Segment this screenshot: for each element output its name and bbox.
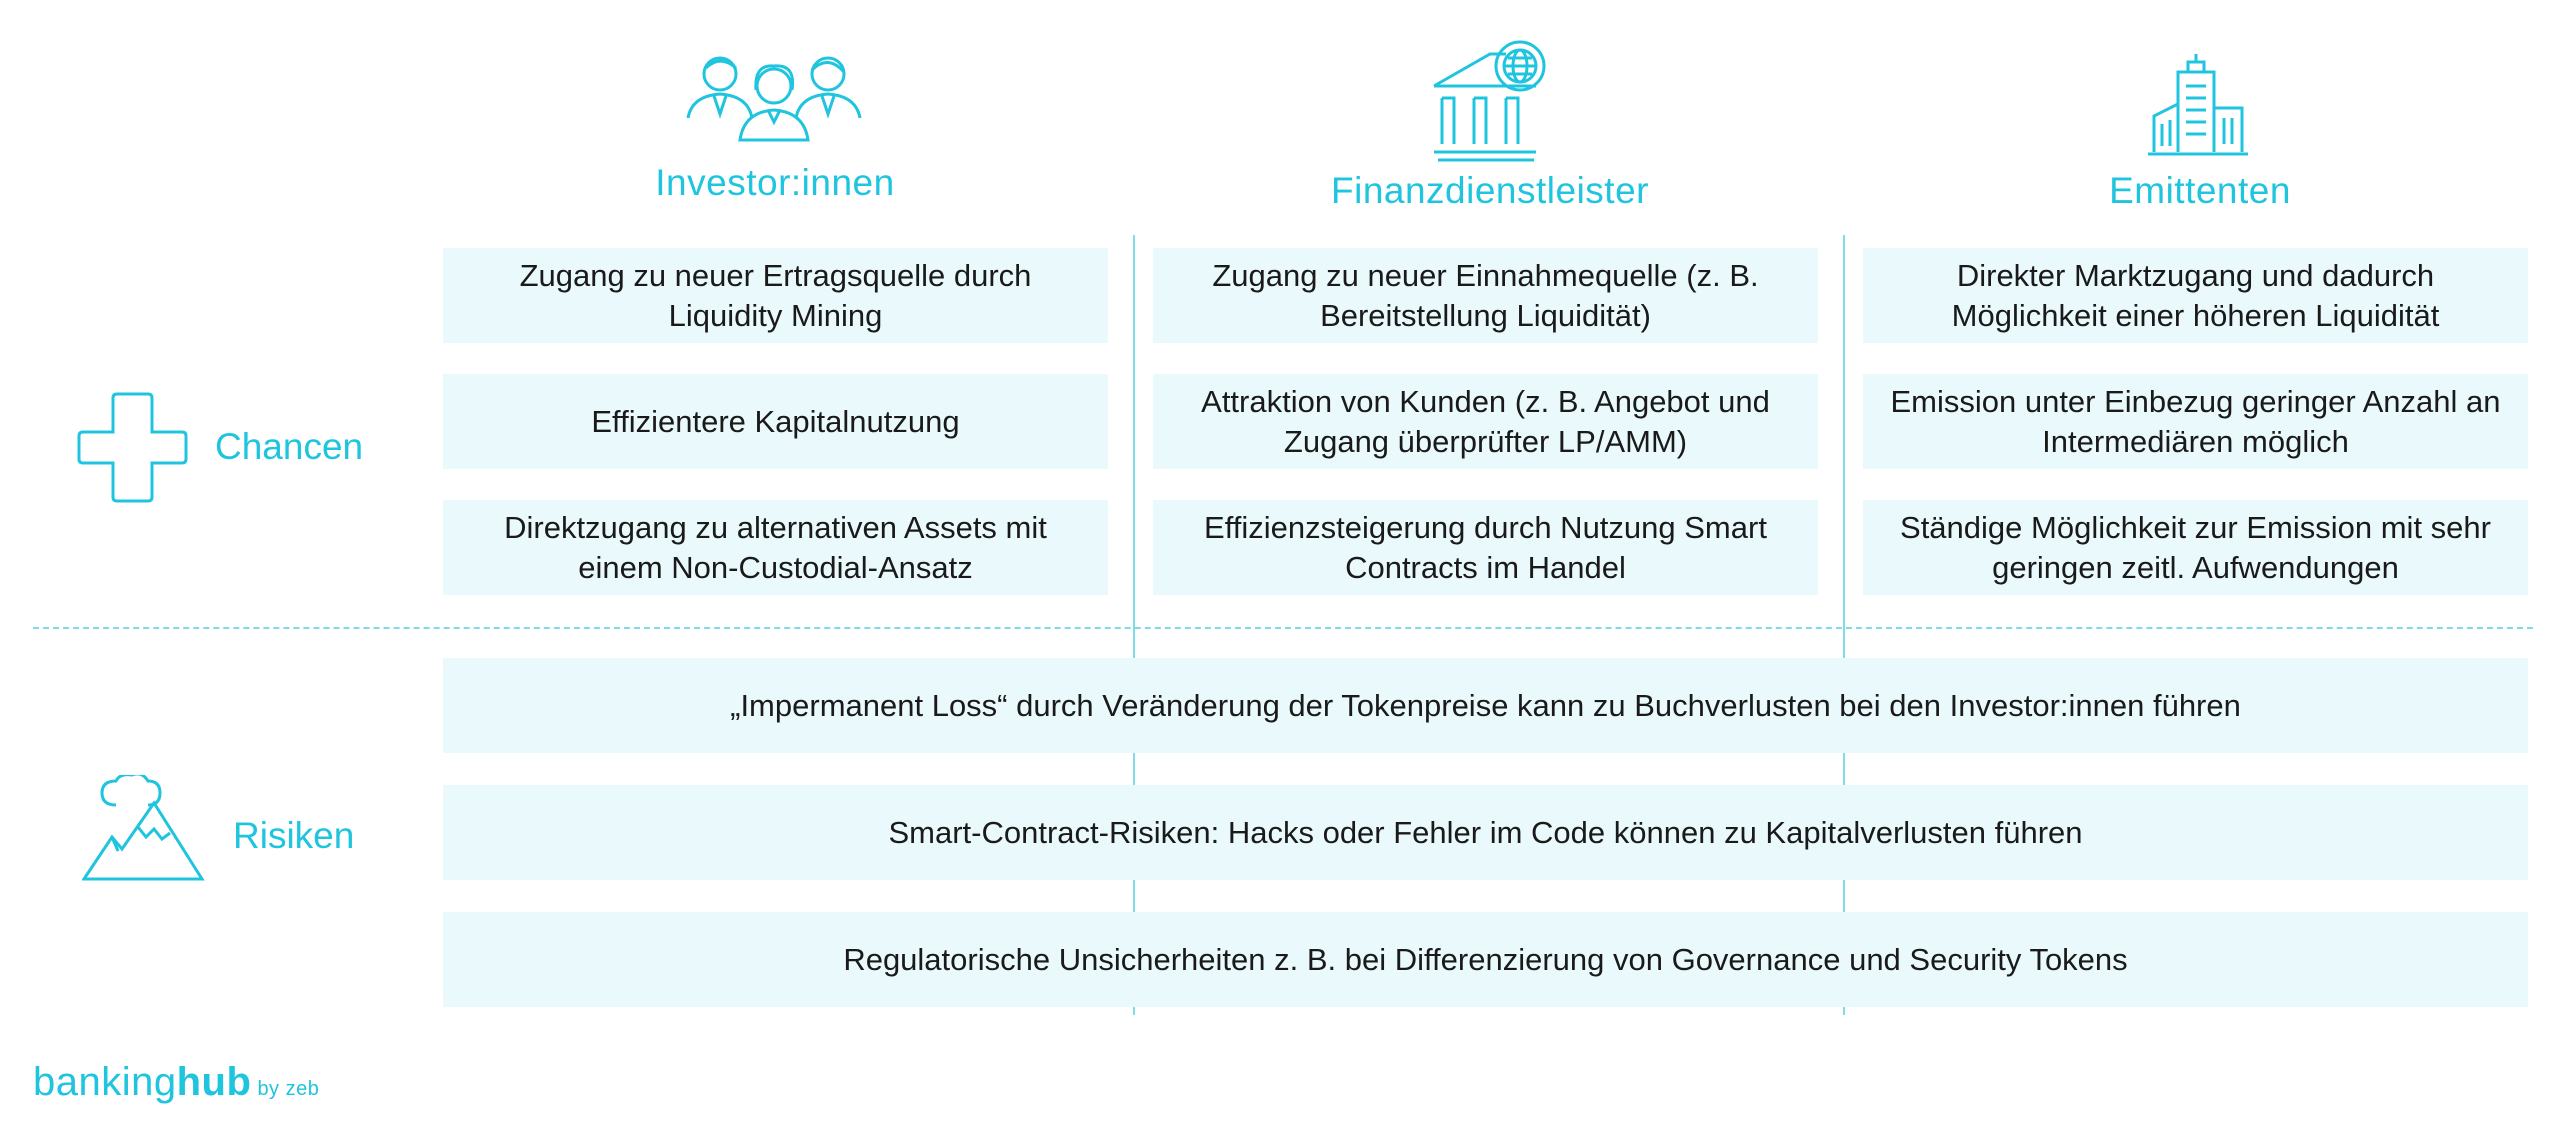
chance-box [1153,374,1818,469]
chance-text: Effizienzsteigerung durch Nutzung Smart Contracts im Handel [1204,509,1767,585]
chance-box [1863,248,2528,343]
risk-text: Regulatorische Unsicherheiten z. B. bei Differenzierung von Governance und Security Tokens [843,941,2128,977]
chance-box [1863,500,2528,595]
bankinghub-logo [33,1060,319,1105]
logo-by: by zeb [257,1078,320,1100]
plus-icon [75,390,190,505]
risk-box [443,658,2528,753]
chance-box [1863,374,2528,469]
column-divider-2 [1843,235,1845,1015]
logo-part1: banking [33,1060,177,1104]
chance-text: Effizientere Kapitalnutzung [591,403,960,439]
chance-text: Attraktion von Kunden (z. B. Angebot und Zugang überprüfter LP/AMM) [1201,383,1770,459]
risk-box [443,785,2528,880]
column-title-investors: Investor:innen [655,162,895,203]
risk-text: Smart-Contract-Risiken: Hacks oder Fehler im Code können zu Kapitalverlusten führen [888,814,2083,850]
row-label-chancen: Chancen [215,426,364,467]
column-divider-1 [1133,235,1135,1015]
chance-text: Direkter Marktzugang und dadurch Möglichkeit einer höheren Liquidität [1951,257,2440,333]
chance-box [443,248,1108,343]
chance-text: Zugang zu neuer Einnahmequelle (z. B. Bereitstellung Liquidität) [1212,257,1759,333]
logo-part2: hub [176,1060,252,1104]
chance-box [443,500,1108,595]
section-divider [33,627,2533,629]
column-title-finanzdienstleister: Finanzdienstleister [1331,170,1649,211]
risk-text: „Impermanent Loss“ durch Veränderung der Tokenpreise kann zu Buchverlusten bei den Investor:innen führen [730,687,2241,723]
chance-box [443,374,1108,469]
chance-text: Emission unter Einbezug geringer Anzahl an Intermediären möglich [1890,383,2501,459]
chance-text: Ständige Möglichkeit zur Emission mit sehr geringen zeitl. Aufwendungen [1900,509,2491,585]
buildings-icon [2148,52,2248,157]
chance-box [1153,248,1818,343]
investors-icon [684,46,864,146]
risk-box [443,912,2528,1007]
bank-icon [1430,38,1550,163]
chance-text: Zugang zu neuer Ertragsquelle durch Liquidity Mining [519,257,1032,333]
row-label-risiken: Risiken [233,815,355,856]
chance-text: Direktzugang zu alternativen Assets mit einem Non-Custodial-Ansatz [504,509,1047,585]
chance-box [1153,500,1818,595]
column-title-emittenten: Emittenten [2109,170,2291,211]
mountain-cloud-icon [82,775,207,885]
